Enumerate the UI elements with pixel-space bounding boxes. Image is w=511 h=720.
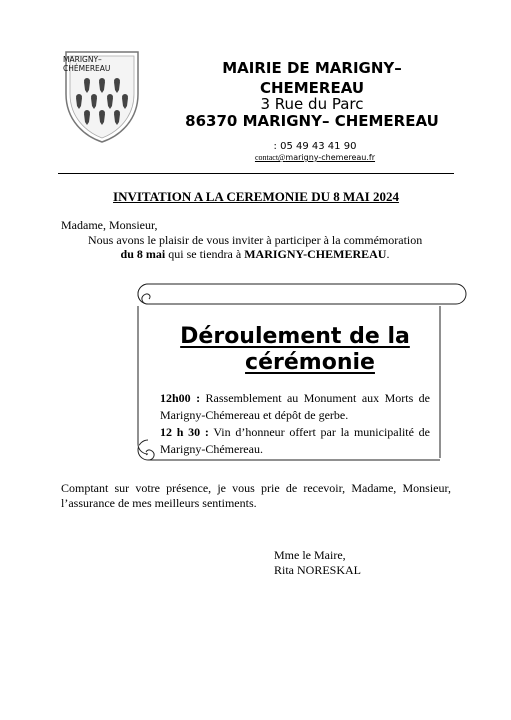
mairie-city: 86370 MARIGNY– CHEMEREAU xyxy=(185,112,439,130)
invitation-line-2-mid: qui se tiendra à xyxy=(165,247,245,261)
crest-label: MARIGNY– CHÉMEREAU xyxy=(63,55,111,73)
closing-paragraph: Comptant sur votre présence, je vous prie de recevoir, Madame, Monsieur, l’assurance de mes meilleurs sentiments. xyxy=(61,481,451,510)
invitation-place: MARIGNY-CHEMEREAU xyxy=(244,247,387,261)
mairie-name-text: MAIRIE DE MARIGNY– CHEMEREAU xyxy=(222,59,402,97)
schedule-item xyxy=(160,424,430,458)
signature-role: Mme le Maire, xyxy=(274,548,346,562)
ceremony-heading-line-1: Déroulement de la xyxy=(180,324,410,349)
schedule-text: Rassemblement au Monument aux Morts de Marigny-Chémereau et dépôt de gerbe. xyxy=(160,391,431,422)
ceremony-heading xyxy=(160,324,430,376)
schedule-time: 12h00 : xyxy=(160,391,201,405)
header-divider xyxy=(58,173,454,174)
schedule-text: Vin d’honneur offert par la municipalité de Marigny-Chémereau. xyxy=(160,425,431,456)
invitation-date: du 8 mai xyxy=(120,247,166,261)
signature-block xyxy=(274,548,361,578)
phone-number: : 05 49 43 41 90 xyxy=(273,141,357,152)
invitation-line-2 xyxy=(60,247,450,262)
greeting: Madame, Monsieur, xyxy=(61,218,158,232)
mairie-street: 3 Rue du Parc xyxy=(260,95,364,113)
ceremony-schedule xyxy=(160,390,431,456)
mairie-phone xyxy=(200,141,430,153)
email-domain[interactable]: marigny-chemereau.fr xyxy=(285,153,376,162)
invitation-line-1: Nous avons le plaisir de vous inviter à participer à la commémoration xyxy=(88,233,423,247)
invitation-line-2-end: . xyxy=(386,247,390,261)
mairie-name xyxy=(172,58,452,98)
email-local[interactable]: contact@ xyxy=(254,153,286,162)
ceremony-heading-line-2: cérémonie xyxy=(245,350,375,375)
mairie-email[interactable] xyxy=(200,153,430,163)
signature-name: Rita NORESKAL xyxy=(274,563,361,577)
invitation-title: INVITATION A LA CEREMONIE DU 8 MAI 2024 xyxy=(113,189,399,204)
schedule-time: 12 h 30 : xyxy=(160,425,209,439)
schedule-item xyxy=(160,390,430,424)
